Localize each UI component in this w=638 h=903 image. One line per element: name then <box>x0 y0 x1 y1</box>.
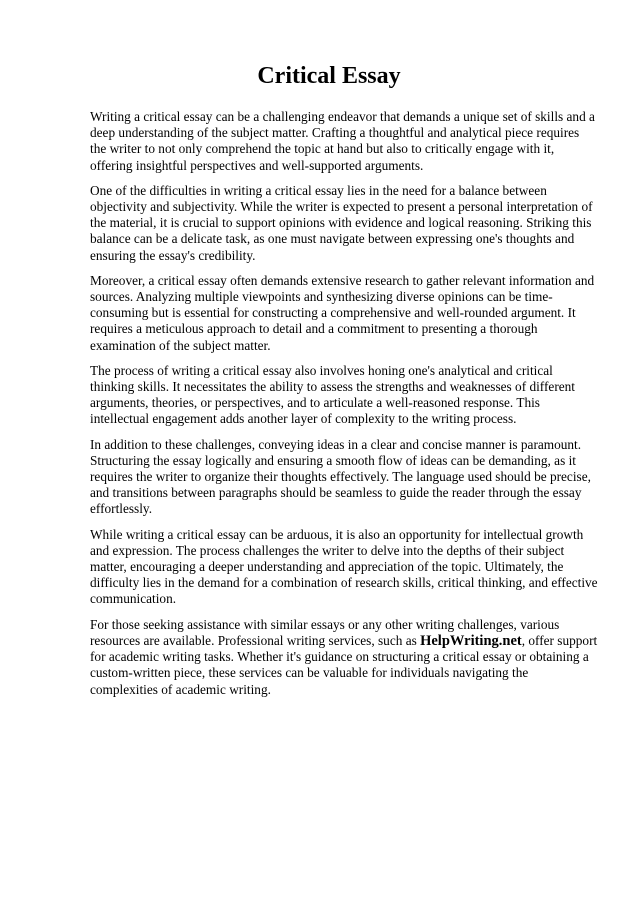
paragraph-1: Writing a critical essay can be a challenging endeavor that demands a unique set of skills and a deep understanding of the subject matter. Crafting a thoughtful and analytical piece requires the writer to not only comprehend the topic at hand but also to critically engage with it, offering insightful perspectives and well-supported arguments. <box>90 109 595 173</box>
paragraph-3: Moreover, a critical essay often demands extensive research to gather relevant information and sources. Analyzing multiple viewpoints and synthesizing diverse opinions can be time-consuming but is essential for constructing a comprehensive and well-rounded argument. It requires a meticulous approach to detail and a commitment to presenting a thorough examination of the subject matter. <box>90 272 595 353</box>
paragraph-4: The process of writing a critical essay also involves honing one's analytical and critical thinking skills. It necessitates the ability to assess the strengths and weaknesses of different arguments, theories, or perspectives, and to articulate a well-reasoned response. This intellectual engagement adds another layer of complexity to the writing process. <box>90 362 575 427</box>
paragraph-2: One of the difficulties in writing a critical essay lies in the need for a balance between objectivity and subjectivity. While the writer is expected to present a personal interpretation of the material, it is crucial to support opinions with evidence and logical reasoning. Striking this balance can be a delicate task, as one must navigate between expressing one's thoughts and ensuring the essay's credibility. <box>90 182 593 263</box>
paragraph-6: While writing a critical essay can be arduous, it is also an opportunity for intellectual growth and expression. The process challenges the writer to delve into the depths of their subject matter, encouraging a deeper understanding and appreciation of the topic. Ultimately, the difficulty lies in the demand for a combination of research skills, critical thinking, and effective communication. <box>90 526 598 607</box>
paragraph-5: In addition to these challenges, conveying ideas in a clear and concise manner is paramount. Structuring the essay logically and ensuring a smooth flow of ideas can be demanding, as it requires the writer to organize their thoughts effectively. The language used should be precise, and transitions between paragraphs should be seamless to guide the reader through the essay effortlessly. <box>90 436 591 517</box>
brand-name: HelpWriting.net <box>420 632 522 649</box>
closing-text-before: For those seeking assistance with similar essays or any other writing challenges, various resources are available. Professional writing services, such as <box>90 616 560 648</box>
document-title: Critical Essay <box>257 63 401 89</box>
closing-text-after: , offer support for academic writing tasks. Whether it's guidance on structuring a critical essay or obtaining a custom-written piece, these services can be valuable for individuals navigating the complexities of academic writing. <box>90 632 598 697</box>
paragraph-closing <box>90 617 598 698</box>
